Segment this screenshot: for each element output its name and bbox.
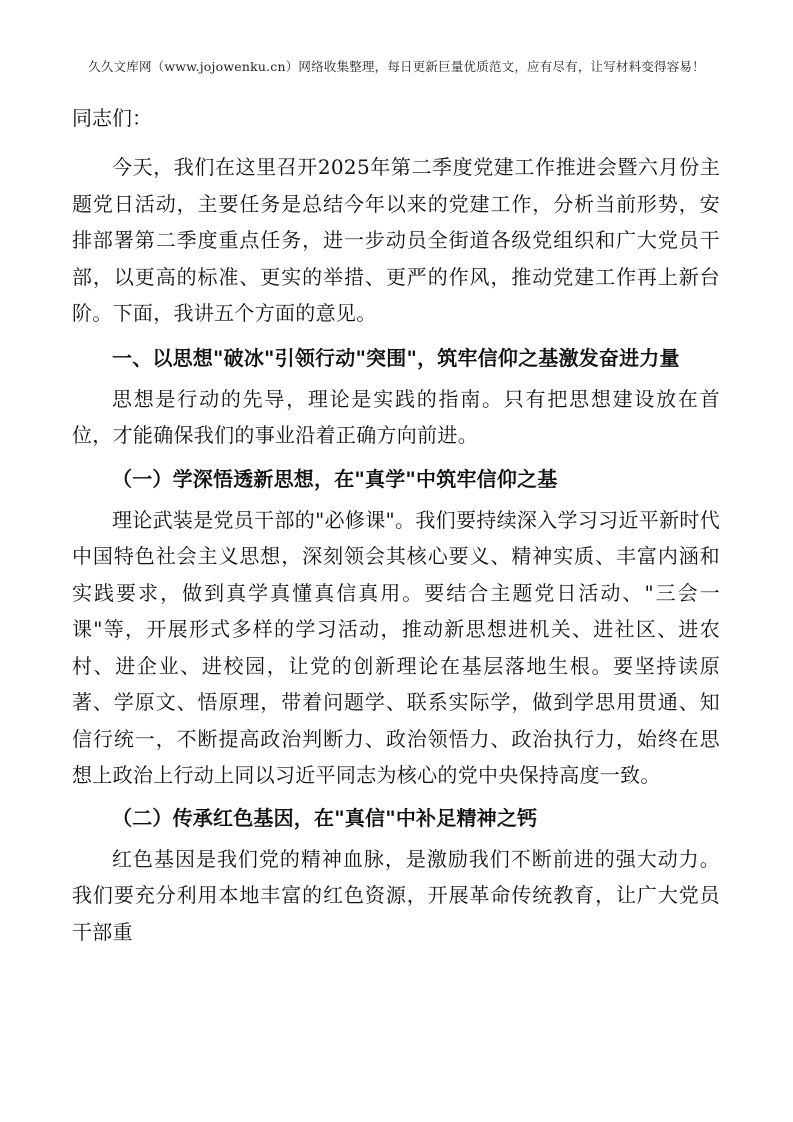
section-heading-1: 一、以思想"破冰"引领行动"突围"，筑牢信仰之基激发奋进力量 bbox=[112, 345, 680, 370]
subsection-heading-1: （一）学深悟透新思想，在"真学"中筑牢信仰之基 bbox=[112, 466, 558, 491]
subsection-heading-2: （二）传承红色基因，在"真信"中补足精神之钙 bbox=[112, 805, 538, 830]
salutation: 同志们： bbox=[72, 106, 152, 130]
section-1-paragraph: 思想是行动的先导，理论是实践的指南。只有把思想建设放在首位，才能确保我们的事业沿着正确方向前进。 bbox=[72, 386, 720, 447]
document-body bbox=[72, 98, 720, 950]
intro-paragraph: 今天，我们在这里召开2025年第二季度党建工作推进会暨六月份主题党日活动，主要任务是总结今年以来的党建工作，分析当前形势，安排部署第二季度重点任务，进一步动员全街道各级党组织和广大党员干部，以更高的标准、更实的举措、更严的作风，推动党建工作再上新台阶。下面，我讲五个方面的意见。 bbox=[72, 155, 720, 325]
page-header-banner: 久久文库网（www.jojowenku.cn）网络收集整理，每日更新巨量优质范文，应有尽有，让写材料变得容易！ bbox=[88, 59, 705, 74]
subsection-2-paragraph: 红色基因是我们党的精神血脉，是激励我们不断前进的强大动力。我们要充分利用本地丰富的红色资源，开展革命传统教育，让广大党员干部重 bbox=[72, 846, 720, 944]
subsection-1-paragraph: 理论武装是党员干部的"必修课"。我们要持续深入学习习近平新时代中国特色社会主义思想，深刻领会其核心要义、精神实质、丰富内涵和实践要求，做到真学真懂真信真用。要结合主题党日活动、"三会一课"等，开展形式多样的学习活动，推动新思想进机关、进社区、进农村、进企业、进校园，让党的创新理论在基层落地生根。要坚持读原著、学原文、悟原理，带着问题学、联系实际学，做到学思用贯通、知信行统一，不断提高政治判断力、政治领悟力、政治执行力，始终在思想上政治上行动上同以习近平同志为核心的党中央保持高度一致。 bbox=[72, 507, 720, 787]
